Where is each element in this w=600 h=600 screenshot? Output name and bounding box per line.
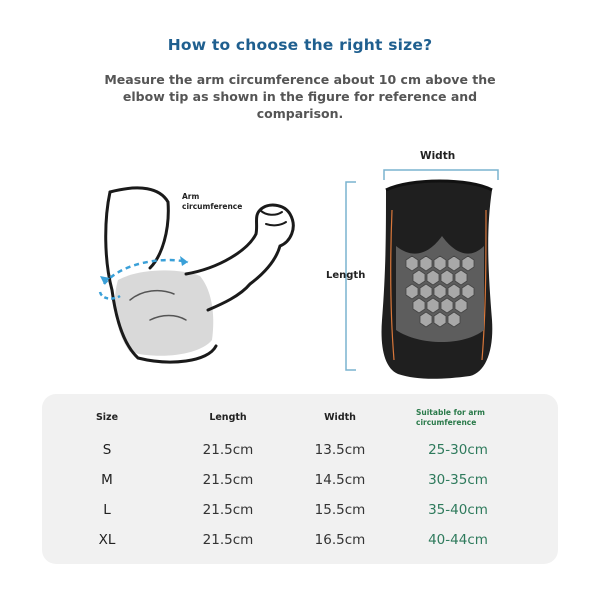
sleeve-illustration xyxy=(320,150,520,380)
width-column-header: Width xyxy=(324,412,356,423)
circumference-range-cell: 25-30cm xyxy=(428,442,488,458)
size-cell: L xyxy=(103,502,111,518)
arm-circumference-label: Arm circumference xyxy=(182,192,243,211)
suitable-circumference-header: Suitable for arm circumference xyxy=(416,408,485,427)
length-cell: 21.5cm xyxy=(202,532,254,548)
measurement-instructions: Measure the arm circumference about 10 cm above the elbow tip as shown in the figure for reference and comparison. xyxy=(104,72,496,121)
size-cell: S xyxy=(102,442,112,458)
length-column-header: Length xyxy=(209,412,247,423)
width-cell: 14.5cm xyxy=(314,472,366,488)
length-cell: 21.5cm xyxy=(202,502,254,518)
size-chart xyxy=(42,394,558,564)
width-cell: 16.5cm xyxy=(314,532,366,548)
width-cell: 15.5cm xyxy=(314,502,366,518)
arm-illustration xyxy=(90,180,320,370)
circumference-range-cell: 40-44cm xyxy=(428,532,488,548)
circumference-range-cell: 30-35cm xyxy=(428,472,488,488)
circumference-range-cell: 35-40cm xyxy=(428,502,488,518)
width-label: Width xyxy=(420,150,456,162)
size-cell: M xyxy=(101,472,113,488)
size-column-header: Size xyxy=(95,412,119,423)
width-cell: 13.5cm xyxy=(314,442,366,458)
length-cell: 21.5cm xyxy=(202,442,254,458)
elbow-sleeve-drawing xyxy=(320,150,520,380)
size-cell: XL xyxy=(98,532,116,548)
length-label: Length xyxy=(326,270,366,281)
length-cell: 21.5cm xyxy=(202,472,254,488)
page-heading: How to choose the right size? xyxy=(167,36,433,54)
